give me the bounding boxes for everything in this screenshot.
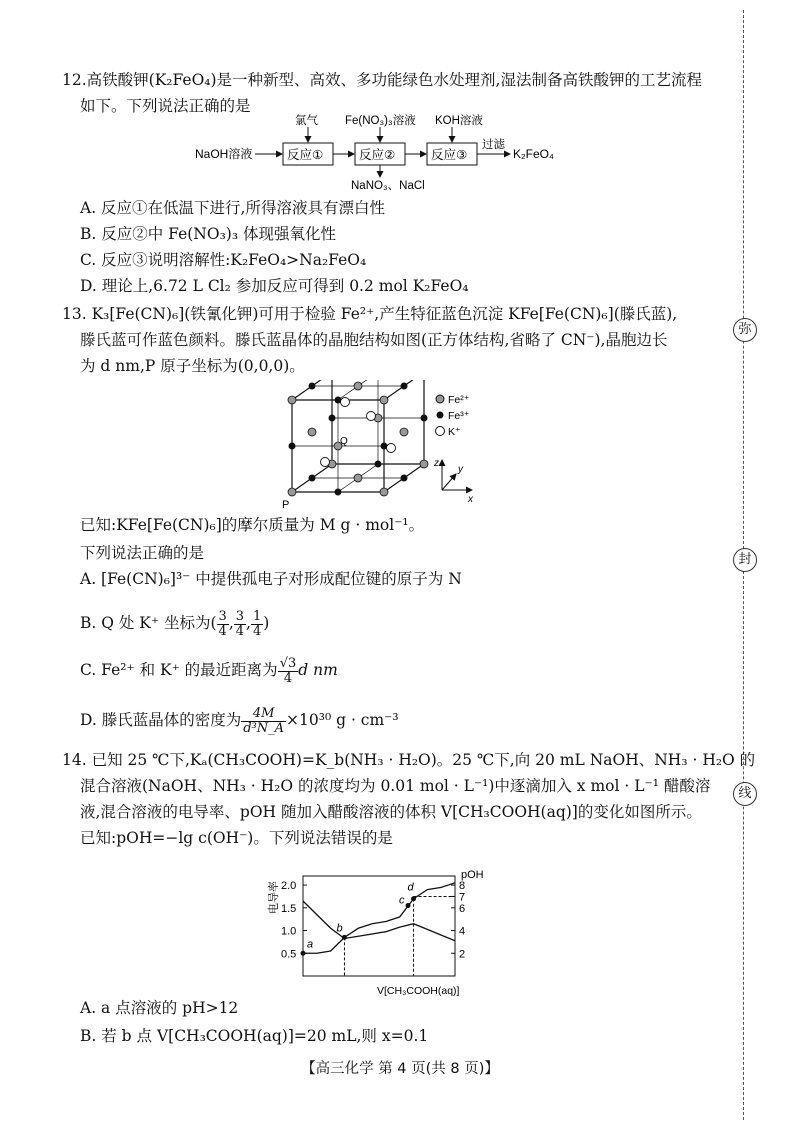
flow-byproduct: NaNO₃、NaCl: [351, 180, 425, 192]
q12-stem-line1: 12.高铁酸钾(K₂FeO₄)是一种新型、高效、多功能绿色水处理剂,湿法制备高铁酸钾的工艺流程: [62, 71, 702, 89]
q12-flow-diagram: [195, 112, 575, 192]
legend-k: K⁺: [448, 426, 461, 438]
q12-stem-line2: 如下。下列说法正确的是: [80, 97, 251, 115]
chart-y2label: pOH: [461, 869, 484, 881]
axis-z: z: [434, 458, 439, 469]
q13-option-c: C. Fe²⁺ 和 K⁺ 的最近距离为 $\frac{√3}{4}$ d nm: [80, 655, 338, 686]
q13-stem-line2: 滕氏蓝可作蓝色颜料。滕氏蓝晶体的晶胞结构如图(正方体结构,省略了 CN⁻),晶胞边长: [80, 331, 668, 349]
flow-product: K₂FeO₄: [513, 147, 554, 161]
point-b: [342, 935, 347, 940]
axis-x: x: [468, 494, 473, 505]
fe2-ion: [400, 428, 408, 436]
q12-option-b: B. 反应②中 Fe(NO₃)₃ 体现强氧化性: [80, 225, 336, 243]
fe3-ion: [289, 443, 296, 450]
fe2-ion: [288, 396, 296, 404]
flow-step: 过滤: [482, 139, 505, 151]
q13-option-b: B. Q 处 K⁺ 坐标为( $\frac{3}{4}$ , $\frac{3}{4}$ , $\frac{1}{4}$ ): [80, 608, 270, 639]
q12-option-d: D. 理论上,6.72 L Cl₂ 参加反应可得到 0.2 mol K₂FeO₄: [80, 277, 469, 295]
q13-stem-line1: 13. K₃[Fe(CN)₆](铁氰化钾)可用于检验 Fe²⁺,产生特征蓝色沉淀 KFe[Fe(CN)₆](滕氏蓝),: [62, 305, 678, 323]
chart-ylabel: 电导率: [268, 881, 280, 914]
chart-xlabel: V[CH₃COOH(aq)]: [377, 985, 460, 997]
seal-mark-mi: 弥: [733, 318, 757, 342]
poh-series: [303, 901, 455, 941]
conductivity-series: [303, 883, 455, 953]
q14-stem-line2: 混合溶液(NaOH、NH₃ · H₂O 的浓度均为 0.01 mol · L⁻¹)中逐滴加入 x mol · L⁻¹ 醋酸溶: [80, 777, 711, 795]
fe2-ion: [308, 428, 316, 436]
y-tick-label: 0.5: [281, 948, 297, 961]
k-ion: [387, 444, 396, 453]
q14-stem-line1: 14. 已知 25 ℃下,Kₐ(CH₃COOH)=K_b(NH₃ · H₂O)。25 ℃下,向 20 mL NaOH、NH₃ · H₂O 的: [62, 751, 756, 769]
q14-stem-line4: 已知:pOH=−lg c(OH⁻)。下列说法错误的是: [80, 829, 393, 847]
point-label-b: b: [336, 922, 343, 935]
y2-tick-label: 6: [459, 902, 466, 915]
seal-mark-xian: 线: [733, 782, 757, 806]
seal-mark-feng: 封: [733, 548, 757, 572]
flow-add3: KOH溶液: [435, 115, 483, 127]
point-label-c: c: [399, 894, 405, 907]
legend-fe3: Fe³⁺: [448, 410, 470, 422]
flow-box3-label: 反应③: [431, 148, 468, 162]
flow-box2-label: 反应②: [359, 148, 396, 162]
legend: [436, 394, 470, 438]
fe3-ion: [421, 415, 428, 422]
fe2-ion: [380, 488, 388, 496]
y2-tick-label: 8: [459, 880, 466, 893]
flow-add1: 氯气: [295, 115, 318, 127]
axes-icon: [442, 460, 472, 490]
legend-fe2: Fe²⁺: [448, 394, 470, 406]
fe3-ion: [335, 489, 342, 496]
flow-box1-label: 反应①: [287, 148, 324, 162]
q13-option-a: A. [Fe(CN)₆]³⁻ 中提供孤电子对形成配位键的原子为 N: [80, 570, 462, 588]
plot-frame: [303, 876, 455, 976]
k-ion: [341, 398, 350, 407]
q14-option-a: A. a 点溶液的 pH>12: [80, 999, 239, 1017]
q14-option-b: B. 若 b 点 V[CH₃COOH(aq)]=20 mL,则 x=0.1: [80, 1027, 429, 1045]
point-a: [301, 951, 306, 956]
fe2-ion: [380, 396, 388, 404]
flow-add2: Fe(NO₃)₃溶液: [345, 115, 416, 127]
fe2-ion: [420, 460, 428, 468]
point-label-d: d: [407, 881, 414, 894]
fe2-ion: [354, 474, 362, 482]
fe2-ion: [288, 488, 296, 496]
fe3-ion: [401, 383, 408, 390]
flow-input: NaOH溶液: [195, 147, 253, 161]
q13-unit-cell-diagram: [270, 380, 500, 510]
page-footer: 【高三化学 第 4 页(共 8 页)】: [301, 1061, 499, 1077]
y2-tick-label: 7: [459, 891, 466, 904]
k-ion: [367, 412, 376, 421]
fe3-ion: [329, 415, 336, 422]
y2-tick-label: 4: [459, 925, 466, 938]
y-tick-label: 1.5: [281, 902, 297, 915]
fe3-ion: [401, 475, 408, 482]
k-ion: [321, 458, 330, 467]
y-tick-label: 1.0: [281, 925, 297, 938]
y2-tick-label: 2: [459, 948, 466, 961]
q13-ask: 下列说法正确的是: [80, 544, 205, 562]
q13-stem-line3: 为 d nm,P 原子坐标为(0,0,0)。: [80, 357, 305, 375]
q12-option-a: A. 反应①在低温下进行,所得溶液具有漂白性: [80, 199, 385, 217]
axis-y: y: [458, 464, 463, 475]
q13-known: 已知:KFe[Fe(CN)₆]的摩尔质量为 M g · mol⁻¹。: [80, 516, 425, 534]
label-q: Q: [340, 436, 348, 447]
y-tick-label: 2.0: [281, 880, 297, 893]
fe3-ion: [309, 383, 316, 390]
point-c: [406, 903, 411, 908]
q14-chart: [265, 858, 495, 998]
fe2-ion: [354, 382, 362, 390]
q13-option-d: D. 滕氏蓝晶体的密度为 $\frac{4M}{\text{d³N\_A}}$ ×10³⁰ g · cm⁻³: [80, 705, 399, 736]
label-p: P: [282, 499, 290, 510]
q12-option-c: C. 反应③说明溶解性:K₂FeO₄>Na₂FeO₄: [80, 251, 367, 269]
q14-stem-line3: 液,混合溶液的电导率、pOH 随加入醋酸溶液的体积 V[CH₃COOH(aq)]的变化如图所示。: [80, 803, 702, 821]
fe3-ion: [375, 461, 382, 468]
fe3-ion: [309, 475, 316, 482]
point-label-a: a: [307, 938, 314, 951]
point-d: [411, 896, 416, 901]
